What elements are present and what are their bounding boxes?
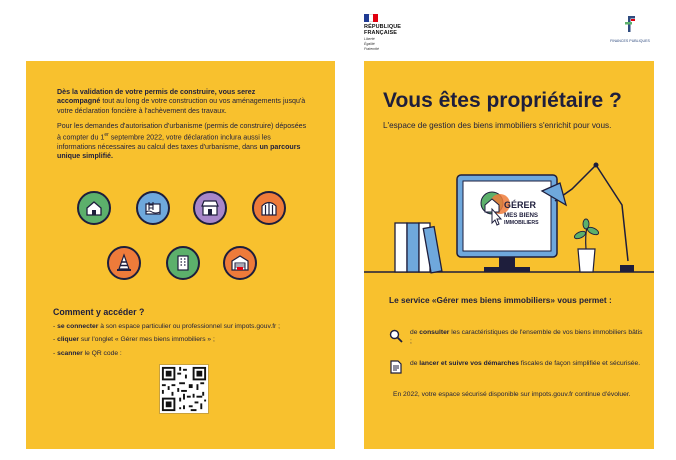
service-title: Le service «Gérer mes biens immobiliers» vous permet : (389, 295, 612, 305)
house-icon (77, 191, 111, 225)
access-step-2 (53, 336, 323, 344)
page-title: Vous êtes propriétaire ? (383, 89, 622, 112)
item2-bold: lancer et suivre vos démarches (419, 360, 519, 367)
step2-dash: - (53, 336, 58, 344)
access-title: Comment y accéder ? (53, 307, 145, 317)
intro-p2-sup: er (104, 132, 109, 139)
footer-text: En 2022, votre espace sécurisé disponible sur impots.gouv.fr continue d'évoluer. (393, 391, 631, 398)
item1-prefix: de (410, 329, 420, 336)
step1-bold: se connecter (57, 323, 99, 330)
books-icon (395, 223, 442, 273)
intro-paragraph-1 (57, 88, 307, 116)
desk-illustration (364, 161, 654, 281)
gate-icon (252, 191, 286, 225)
step1-text: à son espace particulier ou professionnel sur impots.gouv.fr ; (98, 323, 281, 330)
cone-icon (107, 246, 141, 280)
screen-line1: GÉRER (504, 200, 537, 210)
step3-dash: - (53, 349, 58, 357)
republique-francaise-logo (364, 14, 414, 51)
item1-text: les caractéristiques de l'ensemble de vos biens immobiliers bâtis ; (410, 329, 643, 345)
rf-logo-line2: FRANÇAISE (364, 30, 397, 36)
item2-text: fiscales de façon simplifiée et sécurisée. (518, 360, 641, 367)
finances-publiques-logo (600, 15, 660, 43)
access-step-1 (53, 323, 323, 331)
step3-bold: scanner (57, 349, 83, 357)
document-icon (389, 360, 403, 374)
rf-motto-3: Fraternité (364, 47, 379, 51)
intro-p2-a: Pour les demandes d'autorisation d'urbanisme (permis de construire) déposées à compter du 1 (57, 121, 307, 142)
rf-logo-line1: RÉPUBLIQUE (364, 24, 402, 30)
finances-publiques-mark-icon (623, 15, 637, 33)
intro-p1-bold: Dès la validation de votre permis de construire, vous serez (57, 88, 256, 96)
intro-p2-b: septembre 2022, votre déclaration inclura aussi les informations nécessaires au calcul des taxes d'urbanisme, dans (57, 133, 271, 151)
page-subtitle: L'espace de gestion des biens immobiliers s'enrichit pour vous. (383, 121, 612, 130)
magnifier-icon (389, 329, 403, 343)
intro-paragraph-2 (57, 122, 307, 162)
step2-text: sur l'onglet « Gérer mes biens immobiliers » ; (79, 336, 215, 344)
fp-logo-text: FINANCES PUBLIQUES (610, 39, 650, 43)
access-step-3 (53, 350, 323, 358)
item1-bold: consulter (419, 329, 450, 336)
intro-text (57, 88, 307, 167)
intro-p1-bold-2: accompagné (57, 97, 101, 106)
left-page (26, 61, 335, 449)
screen-line2: MES BIENS (504, 212, 539, 219)
garage-icon (223, 246, 257, 280)
intro-p2-bold: un parcours unique simplifié. (57, 142, 301, 161)
plant-icon (573, 219, 599, 272)
rf-motto-2: Égalité (364, 42, 375, 46)
access-steps (53, 323, 323, 363)
pool-icon (136, 191, 170, 225)
rf-motto-1: Liberté (364, 37, 375, 41)
intro-p1-rest: tout au long de votre construction ou vos aménagements jusqu'à votre déclaration foncière à l'achèvement des travaux. (57, 97, 306, 115)
item2-prefix: de (410, 360, 420, 367)
building-icon (166, 246, 200, 280)
step1-dash: - (53, 323, 58, 330)
french-flag-icon (364, 14, 378, 22)
step3-text: le QR code : (82, 349, 122, 357)
shop-icon (193, 191, 227, 225)
right-page (364, 61, 654, 449)
service-item-demarches (389, 360, 644, 369)
step2-bold: cliquer (57, 336, 80, 344)
qr-code[interactable] (159, 364, 209, 414)
service-item-consult (389, 329, 644, 346)
screen-line3: IMMOBILIERS (504, 220, 539, 226)
